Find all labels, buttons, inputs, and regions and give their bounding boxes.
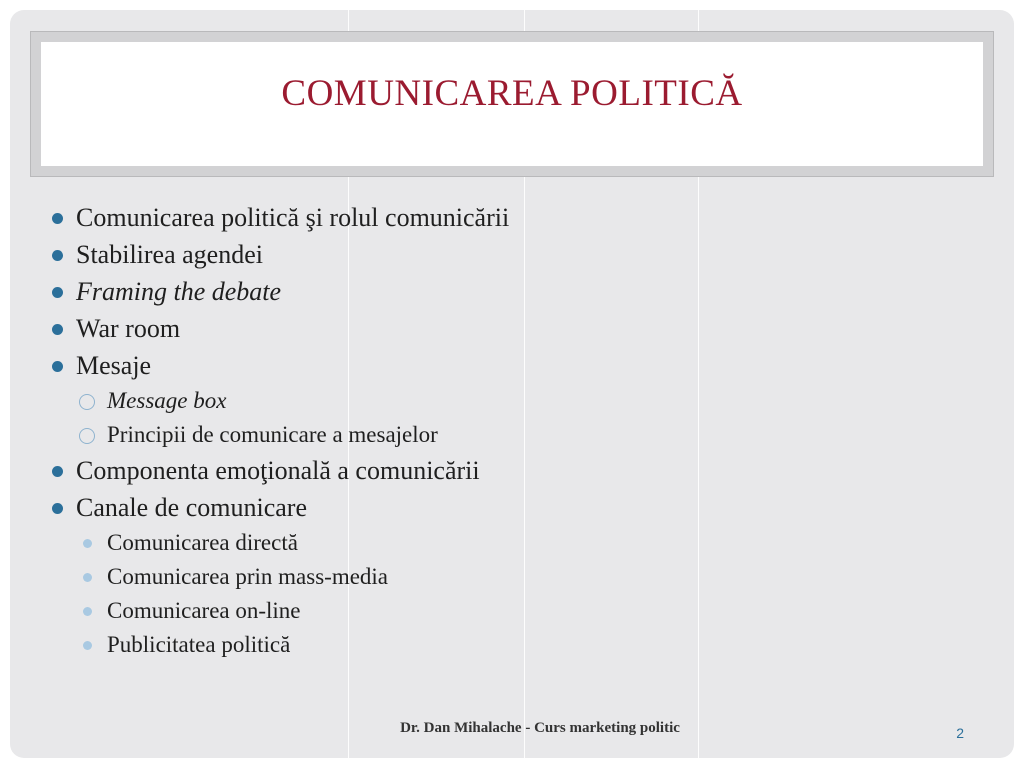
sub-bullet-text: Comunicarea prin mass-media (107, 564, 389, 589)
bullet-text: Framing the debate (76, 277, 282, 306)
small-dot-bullet-icon (83, 573, 92, 582)
title-box (41, 42, 983, 166)
small-dot-bullet-icon (83, 539, 92, 548)
filled-circle-bullet-icon (52, 503, 63, 514)
sub-bullet-item (50, 530, 974, 564)
sub-bullet-item (50, 632, 974, 666)
bullet-list (50, 203, 974, 666)
sub-bullet-text: Message box (107, 388, 227, 413)
slide-title: COMUNICAREA POLITICĂ (281, 73, 743, 114)
footer-text: Dr. Dan Mihalache - Curs marketing politic (400, 720, 680, 736)
page-number: 2 (956, 725, 964, 741)
bullet-item (50, 277, 974, 314)
slide-footer (10, 719, 1014, 737)
bullet-item (50, 314, 974, 351)
bullet-text: Canale de comunicare (76, 493, 307, 522)
hollow-circle-bullet-icon (79, 394, 95, 410)
sub-bullet-text: Comunicarea directă (107, 530, 298, 555)
bullet-text: War room (76, 314, 181, 343)
hollow-circle-bullet-icon (79, 428, 95, 444)
sub-bullet-item (50, 388, 974, 422)
bullet-item (50, 351, 974, 388)
filled-circle-bullet-icon (52, 213, 63, 224)
sub-bullet-text: Comunicarea on-line (107, 598, 301, 623)
filled-circle-bullet-icon (52, 250, 63, 261)
bullet-item (50, 493, 974, 530)
filled-circle-bullet-icon (52, 324, 63, 335)
small-dot-bullet-icon (83, 641, 92, 650)
sub-bullet-item (50, 598, 974, 632)
sub-bullet-item (50, 422, 974, 456)
bullet-text: Mesaje (76, 351, 152, 380)
slide (10, 10, 1014, 758)
sub-bullet-text: Principii de comunicare a mesajelor (107, 422, 438, 447)
bullet-item (50, 456, 974, 493)
bullet-text: Stabilirea agendei (76, 240, 263, 269)
filled-circle-bullet-icon (52, 361, 63, 372)
bullet-item (50, 240, 974, 277)
bullet-text: Componenta emoţională a comunicării (76, 456, 480, 485)
filled-circle-bullet-icon (52, 466, 63, 477)
bullet-item (50, 203, 974, 240)
sub-bullet-item (50, 564, 974, 598)
filled-circle-bullet-icon (52, 287, 63, 298)
bullet-text: Comunicarea politică şi rolul comunicării (76, 203, 510, 232)
title-frame (30, 31, 994, 177)
sub-bullet-text: Publicitatea politică (107, 632, 291, 657)
small-dot-bullet-icon (83, 607, 92, 616)
